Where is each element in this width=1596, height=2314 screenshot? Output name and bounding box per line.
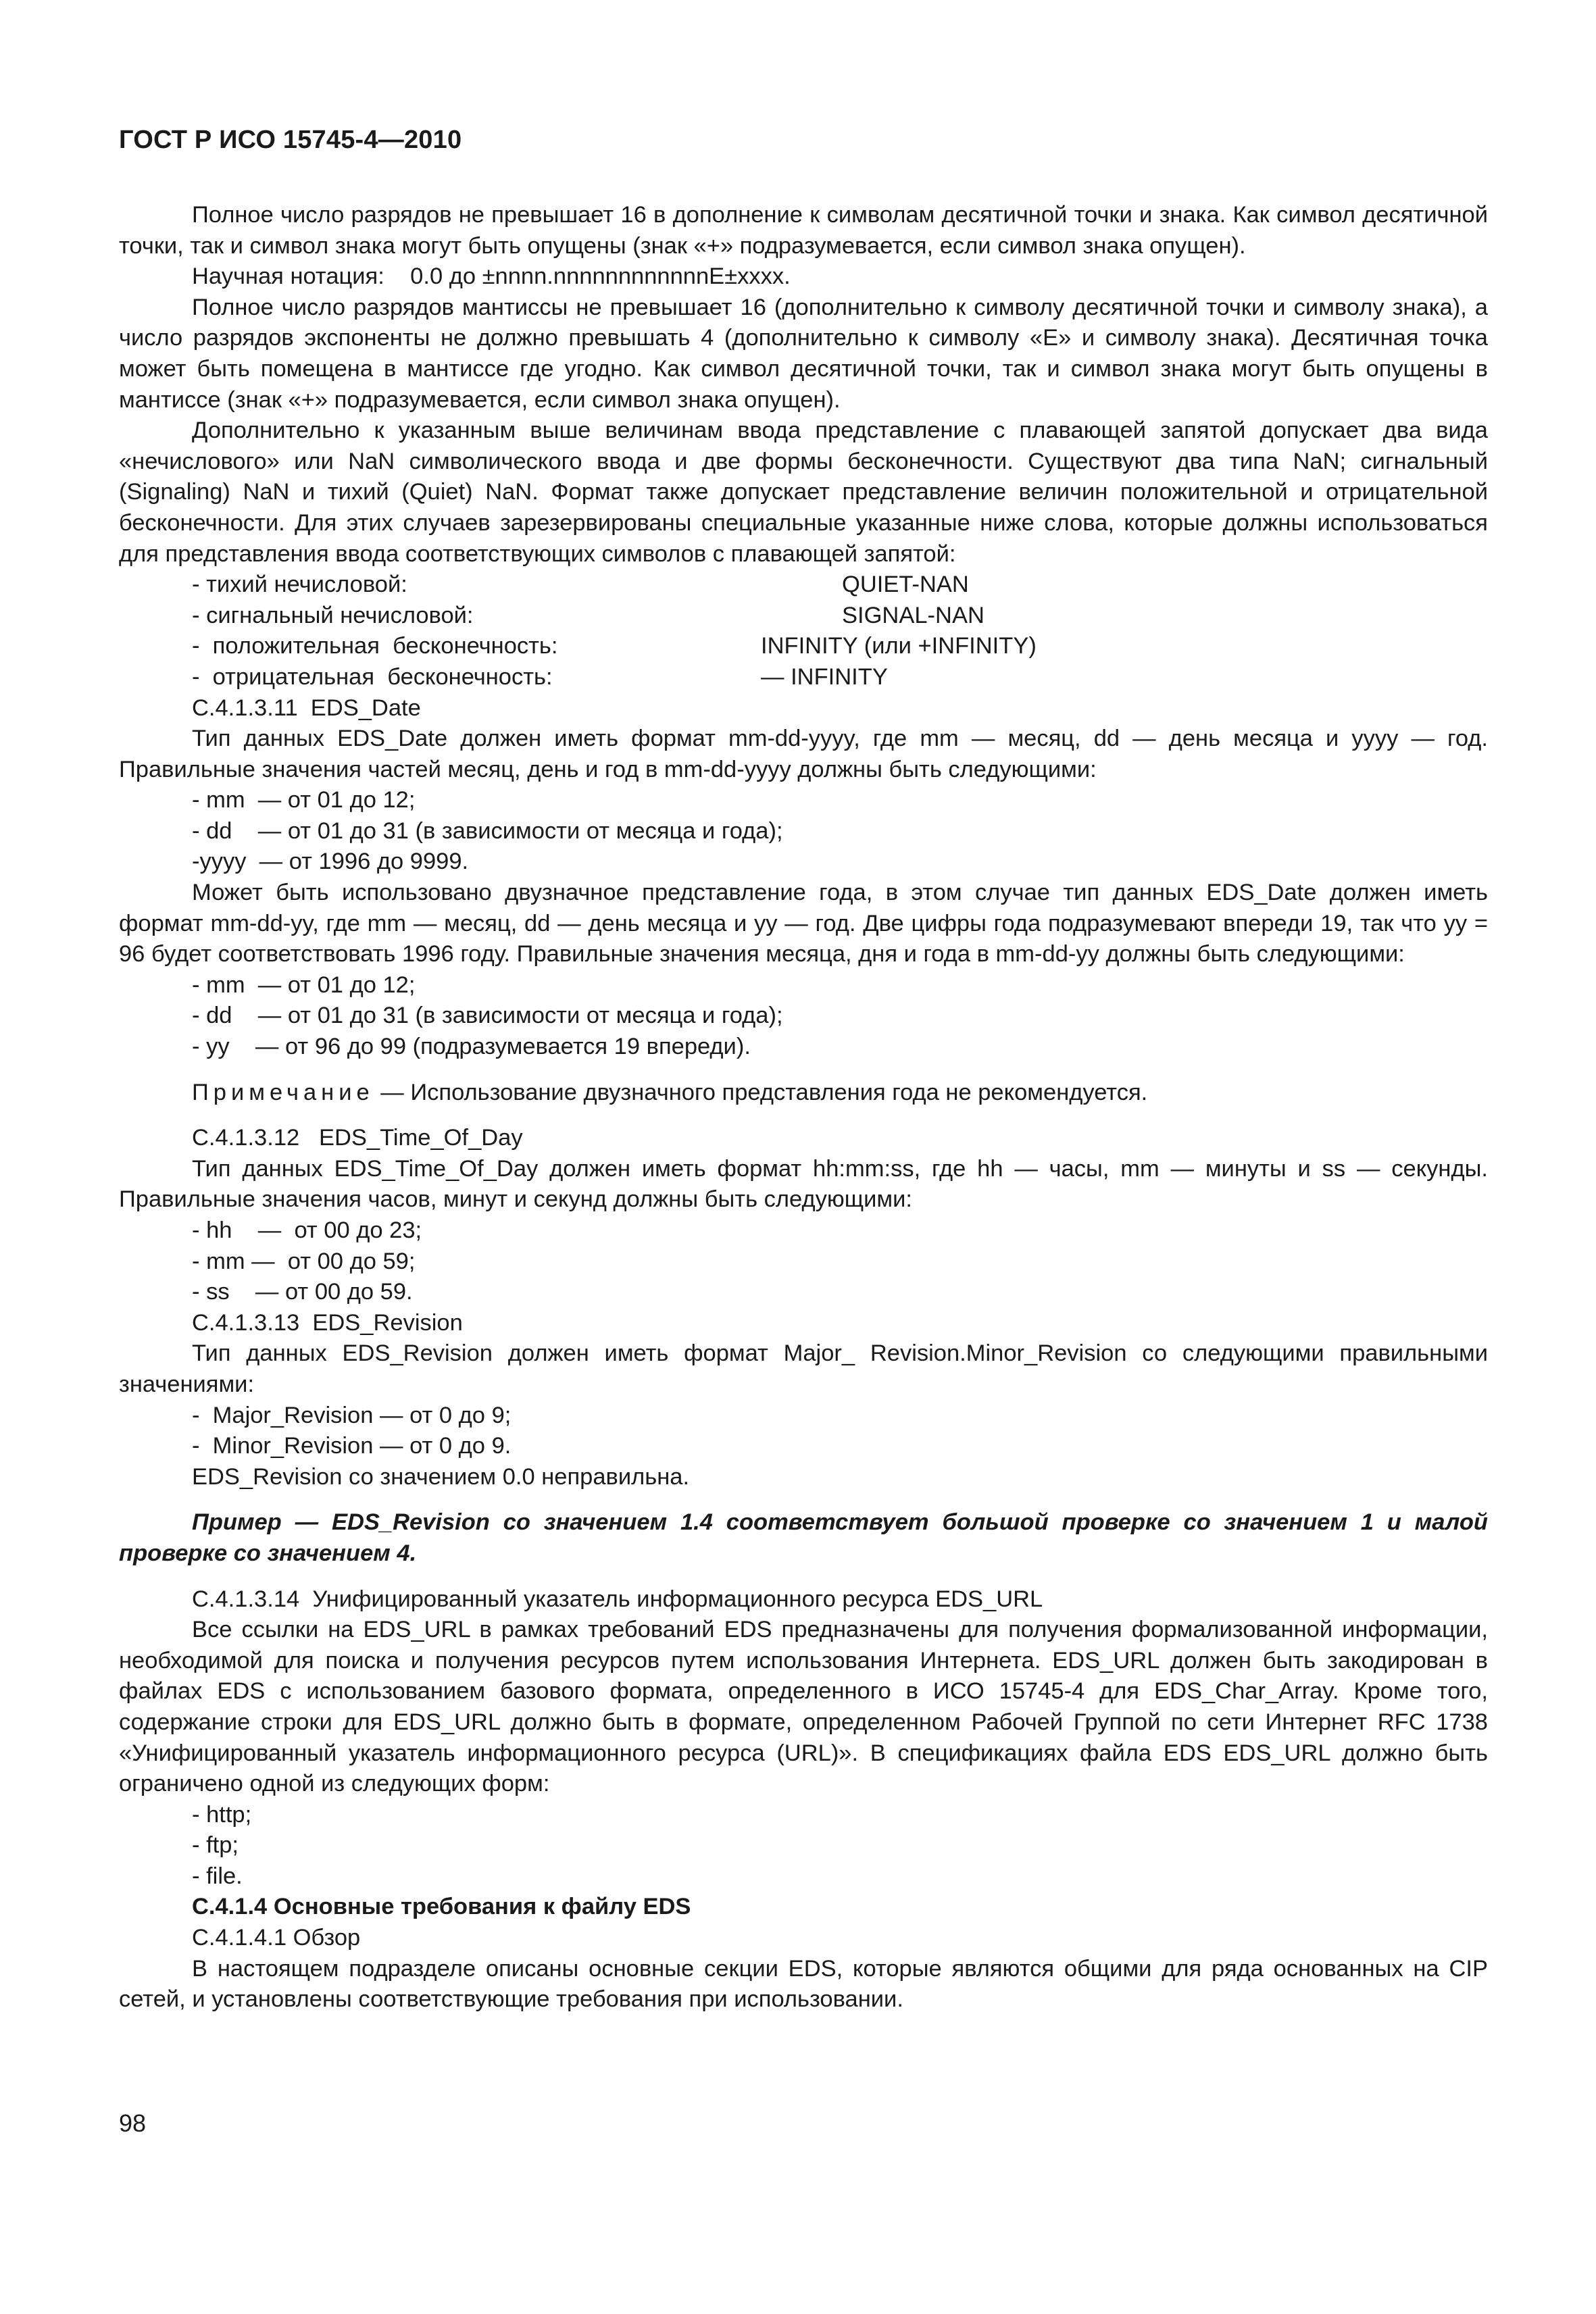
nan-term: - положительная бесконечность: (192, 633, 558, 659)
note (119, 1078, 1488, 1109)
paragraph: Тип данных EDS_Date должен иметь формат mm-dd-yyyy, где mm — месяц, dd — день месяца и yyyy — год. Правильные значения частей месяц, день и год в mm-dd-yyyy должны быть следующими: (119, 726, 1488, 782)
nan-term: - отрицательная бесконечность: (192, 663, 553, 690)
list-item: - mm — от 00 до 59; (192, 1248, 416, 1274)
spacer (119, 1108, 1488, 1123)
section-heading: С.4.1.3.13 EDS_Revision (192, 1309, 463, 1336)
list-item: - ftp; (192, 1832, 239, 1859)
list-item: - file. (192, 1863, 243, 1889)
paragraph: В настоящем подразделе описаны основные секции EDS, которые являются общими для ряда основанных на CIP сетей, и установлены соответствующие требования при использовании. (119, 1955, 1488, 2013)
nan-keyword: — INFINITY (761, 663, 888, 690)
page-number: 98 (119, 2109, 147, 2137)
list-item: - http; (192, 1801, 252, 1828)
list-item: -yyyy — от 1996 до 9999. (192, 849, 469, 875)
paragraph: Все ссылки на EDS_URL в рамках требований EDS предназначены для получения формализованной информации, необходимой для поиска и получения ресурсов путем использования Интернета. EDS_URL должен быть закодирован в файлах EDS с использованием базового формата, определенного в ИСО 15745-4 для EDS_Char_Array. Кроме того, содержание строки для EDS_URL должно быть в формате, определенном Рабочей Группой по сети Интернет RFC 1738 «Унифицированный указатель информационного ресурса (URL)». В спецификациях файла EDS EDS_URL должно быть ограничено одной из следующих форм: (119, 1617, 1488, 1797)
scientific-notation-line: Научная нотация: 0.0 до ±nnnn.nnnnnnnnnnnnE±xxxx. (192, 263, 791, 290)
list-item: - mm — от 01 до 12; (192, 787, 416, 813)
spacer (119, 1492, 1488, 1507)
note-label: Примечание (192, 1079, 374, 1105)
paragraph: Полное число разрядов мантиссы не превышает 16 (дополнительно к символу десятичной точки и символу знака), а число разрядов экспоненты не должно превышать 4 (дополнительно к символу «E» и символу знака). Десятичная точка может быть помещена в мантиссе где угодно. Как символ десятичной точки, так и символ знака могут быть опущены в мантиссе (знак «+» подразумевается, если символ знака опущен). (119, 294, 1488, 413)
list-item: - dd — от 01 до 31 (в зависимости от месяца и года); (192, 818, 783, 844)
paragraph: EDS_Revision со значением 0.0 неправильна. (192, 1463, 690, 1490)
nan-list-item (119, 601, 1488, 632)
nan-term: - сигнальный нечисловой: (192, 602, 474, 628)
paragraph: Полное число разрядов не превышает 16 в дополнение к символам десятичной точки и знака. Как символ десятичной точки, так и символ знака могут быть опущены (знак «+» подразумевается, если символ знака опущен). (119, 202, 1488, 259)
list-item: - yy — от 96 до 99 (подразумевается 19 впереди). (192, 1034, 751, 1060)
nan-keyword: QUIET-NAN (842, 572, 969, 598)
nan-list-item (119, 631, 1488, 662)
paragraph: Дополнительно к указанным выше величинам ввода представление с плавающей запятой допускает два вида «нечислового» или NaN символического ввода и две формы бесконечности. Существуют два типа NaN; сигнальный (Signaling) NaN и тихий (Quiet) NaN. Формат также допускает представление величин положительной и отрицательной бесконечности. Для этих случаев зарезервированы специальные указанные ниже слова, которые должны использоваться для представления ввода соответствующих символов с плавающей запятой: (119, 418, 1488, 567)
nan-keyword: SIGNAL-NAN (842, 602, 984, 628)
document-body (119, 200, 1488, 2015)
nan-keyword: INFINITY (или +INFINITY) (761, 633, 1037, 659)
nan-list-item (119, 570, 1488, 601)
section-heading: С.4.1.3.11 EDS_Date (192, 695, 421, 721)
list-item: - Minor_Revision — от 0 до 9. (192, 1433, 512, 1459)
subsection-heading: С.4.1.4 Основные требования к файлу EDS (192, 1894, 691, 1920)
list-item: - Major_Revision — от 0 до 9; (192, 1402, 512, 1428)
example: Пример — EDS_Revision со значением 1.4 соответствует большой проверке со значением 1 и малой проверке со значением 4. (119, 1509, 1488, 1566)
note-text: — Использование двузначного представления года не рекомендуется. (374, 1079, 1148, 1105)
spacer (119, 1569, 1488, 1584)
paragraph: Тип данных EDS_Revision должен иметь формат Major_ Revision.Minor_Revision со следующими правильными значениями: (119, 1340, 1488, 1397)
list-item: - dd — от 01 до 31 (в зависимости от месяца и года); (192, 1003, 783, 1029)
nan-list-item (119, 662, 1488, 693)
section-heading: С.4.1.4.1 Обзор (192, 1925, 361, 1951)
document-header: ГОСТ Р ИСО 15745-4—2010 (119, 126, 462, 154)
list-item: - ss — от 00 до 59. (192, 1279, 413, 1305)
section-heading: С.4.1.3.14 Унифицированный указатель информационного ресурса EDS_URL (192, 1586, 1043, 1612)
paragraph: Тип данных EDS_Time_Of_Day должен иметь формат hh:mm:ss, где hh — часы, mm — минуты и ss — секунды. Правильные значения часов, минут и секунд должны быть следующими: (119, 1155, 1488, 1213)
paragraph: Может быть использовано двузначное представление года, в этом случае тип данных EDS_Date должен иметь формат mm-dd-yy, где mm — месяц, dd — день месяца и yy — год. Две цифры года подразумевают впереди 19, так что yy = 96 будет соответствовать 1996 году. Правильные значения месяца, дня и года в mm-dd-yy должны быть следующими: (119, 880, 1488, 967)
list-item: - hh — от 00 до 23; (192, 1217, 422, 1243)
spacer (119, 1063, 1488, 1078)
list-item: - mm — от 01 до 12; (192, 972, 416, 998)
section-heading: С.4.1.3.12 EDS_Time_Of_Day (192, 1125, 523, 1151)
nan-term: - тихий нечисловой: (192, 572, 407, 598)
